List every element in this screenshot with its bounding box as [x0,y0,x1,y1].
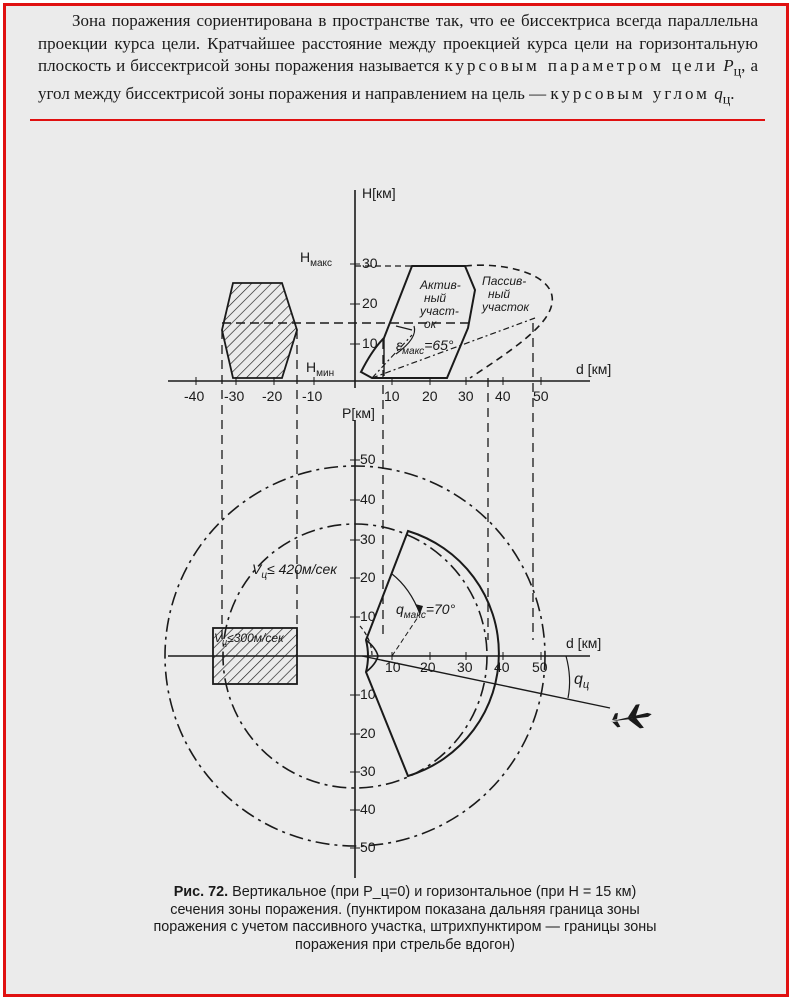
caption-fig-label: Рис. 72. [173,884,229,900]
lower-ylabel: P[км] [342,405,375,421]
upper-xtick-30: 30 [458,388,474,404]
symbol-p-sub: ц [733,63,742,80]
upper-xtick-40: 40 [495,388,511,404]
qc-label: $q_ц$ [574,671,590,691]
lower-ytick-m40: 40 [360,801,376,817]
upper-xtick-10: 10 [384,388,400,404]
paragraph-part1: Зона поражения сориентирована в пространстве так, что ее биссектриса всегда параллельна проекции курса цели. Кратчайшее расстояние между проекцией курса цели на горизонтальную плоскость и биссектрисой зоны поражения называется [38,11,758,76]
upper-hmax: $H_{макс}$ [300,249,333,269]
active-label-3: участ- [420,304,459,318]
upper-xtick-m20: -20 [262,388,283,404]
paragraph-part3: , а угол между биссектрисой зоны поражения и направлением на цель — [38,56,759,104]
upper-ytick-20: 20 [362,295,378,311]
passive-label-2: ный [488,287,511,301]
term-course-parameter: курсовым параметром цели [444,56,719,76]
upper-xtick-m30: -30 [224,388,245,404]
lower-ytick-10: 10 [360,608,376,624]
v300-label: $V_ц\le 300м$/сек [214,631,284,647]
aircraft-icon [608,702,654,733]
lower-ytick-20: 20 [360,569,376,585]
lower-xtick-50: 50 [532,659,548,675]
symbol-q: q [714,84,723,104]
upper-xtick-50: 50 [533,388,549,404]
lower-xtick-10: 10 [385,659,401,675]
term-course-angle: курсовым углом [550,84,710,104]
upper-xtick-m10: -10 [302,388,323,404]
upper-ytick-30: 30 [362,255,378,271]
figure-caption [150,884,660,954]
lower-plot [165,420,610,878]
upper-ylabel: H[км] [362,185,396,201]
lower-ytick-50: 50 [360,451,376,467]
active-label-1: Актив- [420,278,461,292]
caption-text: Вертикальное (при P_ц=0) и горизонтальное (при H = 15 км) сечения зоны поражения. (пунктиром показана дальняя граница зоны поражения с учетом пассивного участка, штрихпунктиром — границы зоны поражения при стрельбе вдогон) [153,884,657,953]
upper-ytick-10: 10 [362,335,378,351]
lower-xlabel: d [км] [566,635,602,651]
active-label-2: ный [424,291,447,305]
upper-hmin: $H_{мин}$ [306,359,335,379]
qmax-label: $q_{макс}=70^\circ$ [396,601,456,621]
v420-label: $V_ц\le 420м/сек$ [252,561,337,581]
upper-xlabel: d [км] [576,361,612,377]
lower-ytick-m10: 10 [360,686,376,702]
lower-ytick-30: 30 [360,531,376,547]
eps-label: $\varepsilon_{макс}=65^\circ$ [396,337,454,357]
lower-xtick-40: 40 [494,659,510,675]
lower-ytick-m30: 30 [360,763,376,779]
passive-label-3: участок [482,300,530,314]
upper-hatched-zone [222,283,297,378]
symbol-p: P [723,56,734,76]
active-label-4: ок [424,317,437,331]
upper-xtick-m40: -40 [184,388,205,404]
lower-sector-zone [366,531,499,776]
upper-xtick-20: 20 [422,388,438,404]
lower-ytick-m20: 20 [360,725,376,741]
upper-plot [168,190,590,388]
passive-label-1: Пассив- [482,274,527,288]
lower-ytick-m50: 50 [360,839,376,855]
paragraph-part5: . [730,84,735,104]
lower-ytick-40: 40 [360,491,376,507]
lower-xtick-30: 30 [457,659,473,675]
lower-xtick-20: 20 [420,659,436,675]
symbol-q-sub: ц [722,91,731,108]
